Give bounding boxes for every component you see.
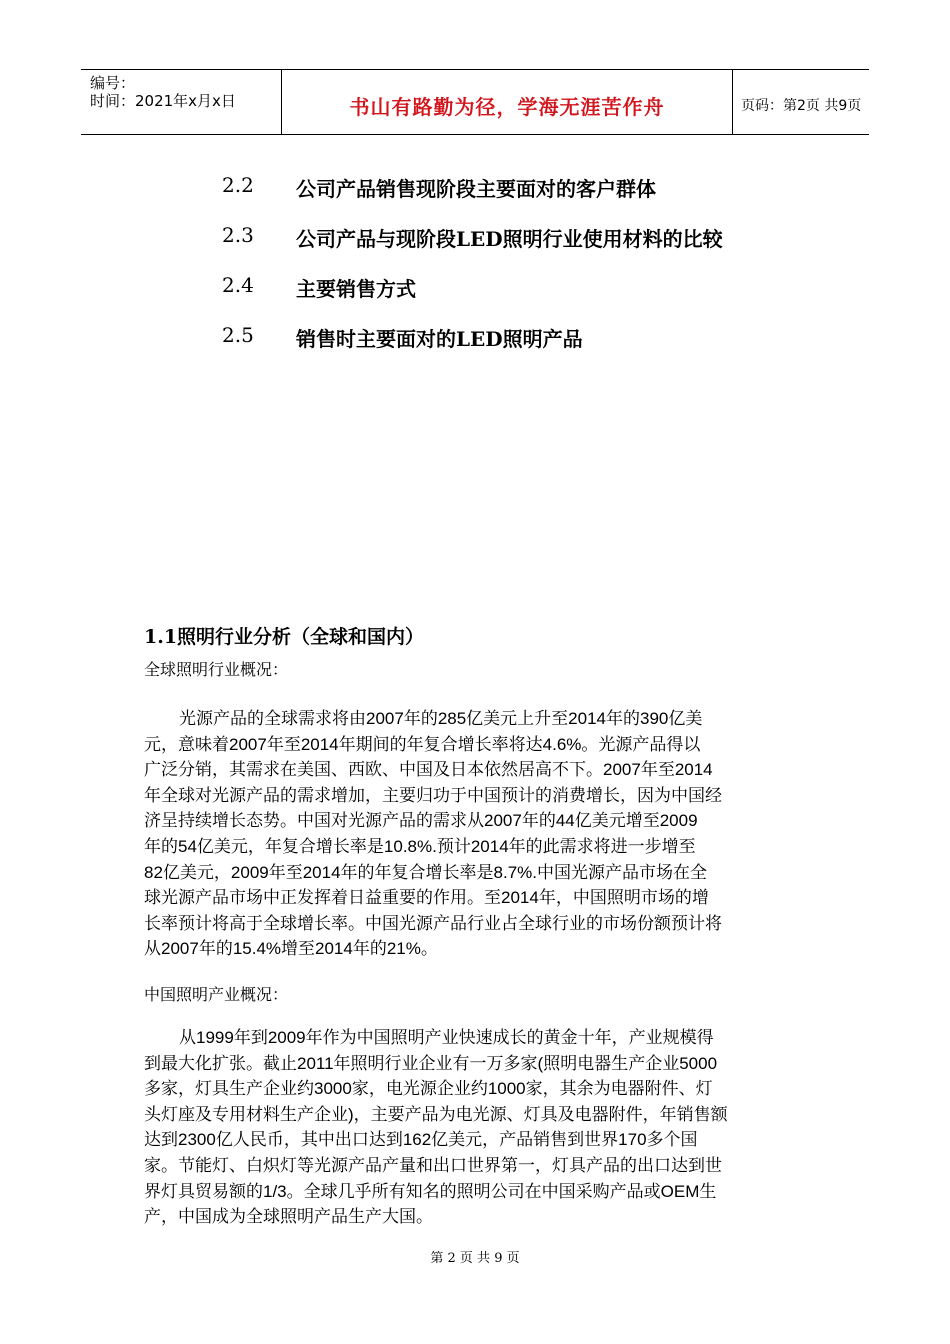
toc-item-text: 公司产品与现阶段LED照明行业使用材料的比较 bbox=[296, 227, 723, 251]
paragraph-line: 广泛分销，其需求在美国、西欧、中国及日本依然居高不下。2007年至2014 bbox=[144, 760, 713, 780]
toc-item-text: 主要销售方式 bbox=[296, 277, 416, 301]
header-motto: 书山有路勤为径，学海无涯苦作舟 bbox=[349, 94, 665, 119]
paragraph-line: 光源产品的全球需求将由2007年的285亿美元上升至2014年的390亿美 bbox=[179, 709, 703, 728]
paragraph-line: 产，中国成为全球照明产品生产大国。 bbox=[144, 1207, 433, 1227]
paragraph-line: 从1999年到2009年作为中国照明产业快速成长的黄金十年，产业规模得 bbox=[179, 1028, 714, 1047]
china-overview-paragraph bbox=[144, 1025, 804, 1230]
china-overview-heading: 中国照明产业概况： bbox=[144, 985, 289, 1004]
header-page-cell bbox=[733, 70, 869, 134]
toc-item-text: 销售时主要面对的LED照明产品 bbox=[296, 327, 583, 351]
header-motto-cell bbox=[281, 70, 733, 134]
paragraph-line: 元，意味着2007年至2014年期间的年复合增长率将达4.6%。光源产品得以 bbox=[144, 734, 701, 754]
paragraph-line: 多家，灯具生产企业约3000家，电光源企业约1000家，其余为电器附件、灯 bbox=[144, 1079, 713, 1099]
page-footer: 第 2 页 共 9 页 bbox=[430, 1251, 520, 1266]
global-overview-paragraph bbox=[144, 706, 804, 962]
serial-number-label: 编号： bbox=[90, 74, 136, 92]
toc-item-number: 2.4 bbox=[222, 273, 254, 297]
paragraph-line: 头灯座及专用材料生产企业)，主要产品为电光源、灯具及电器附件，年销售额 bbox=[144, 1104, 728, 1124]
paragraph-line: 到最大化扩张。截止2011年照明行业企业有一万多家(照明电器生产企业5000 bbox=[144, 1053, 718, 1073]
paragraph-line: 年的54亿美元，年复合增长率是10.8%.预计2014年的此需求将进一步增至 bbox=[144, 836, 696, 856]
header-page-info: 页码：第2页 共9页 bbox=[741, 98, 862, 114]
paragraph-line: 济呈持续增长态势。中国对光源产品的需求从2007年的44亿美元增至2009 bbox=[144, 811, 698, 831]
date-label: 时间：2021年x月x日 bbox=[90, 92, 236, 110]
page-header bbox=[81, 69, 869, 135]
global-overview-heading: 全球照明行业概况： bbox=[144, 660, 289, 679]
header-left-cell bbox=[81, 70, 281, 134]
paragraph-line: 家。节能灯、白炽灯等光源产品产量和出口世界第一，灯具产品的出口达到世 bbox=[144, 1155, 722, 1175]
toc-item-number: 2.3 bbox=[222, 223, 254, 247]
toc-item-text: 公司产品销售现阶段主要面对的客户群体 bbox=[296, 177, 656, 201]
paragraph-line: 长率预计将高于全球增长率。中国光源产品行业占全球行业的市场份额预计将 bbox=[144, 913, 722, 933]
paragraph-line: 球光源产品市场中正发挥着日益重要的作用。至2014年，中国照明市场的增 bbox=[144, 888, 709, 908]
toc-item-number: 2.2 bbox=[222, 173, 254, 197]
paragraph-line: 从2007年的15.4%增至2014年的21%。 bbox=[144, 939, 438, 959]
section-title: 1.1照明行业分析（全球和国内） bbox=[144, 626, 425, 648]
paragraph-line: 年全球对光源产品的需求增加，主要归功于中国预计的消费增长，因为中国经 bbox=[144, 785, 722, 805]
paragraph-line: 达到2300亿人民币，其中出口达到162亿美元，产品销售到世界170多个国 bbox=[144, 1130, 698, 1150]
toc-item-number: 2.5 bbox=[222, 323, 254, 347]
paragraph-line: 界灯具贸易额的1/3。全球几乎所有知名的照明公司在中国采购产品或OEM生 bbox=[144, 1181, 717, 1201]
paragraph-line: 82亿美元，2009年至2014年的年复合增长率是8.7%.中国光源产品市场在全 bbox=[144, 862, 708, 882]
